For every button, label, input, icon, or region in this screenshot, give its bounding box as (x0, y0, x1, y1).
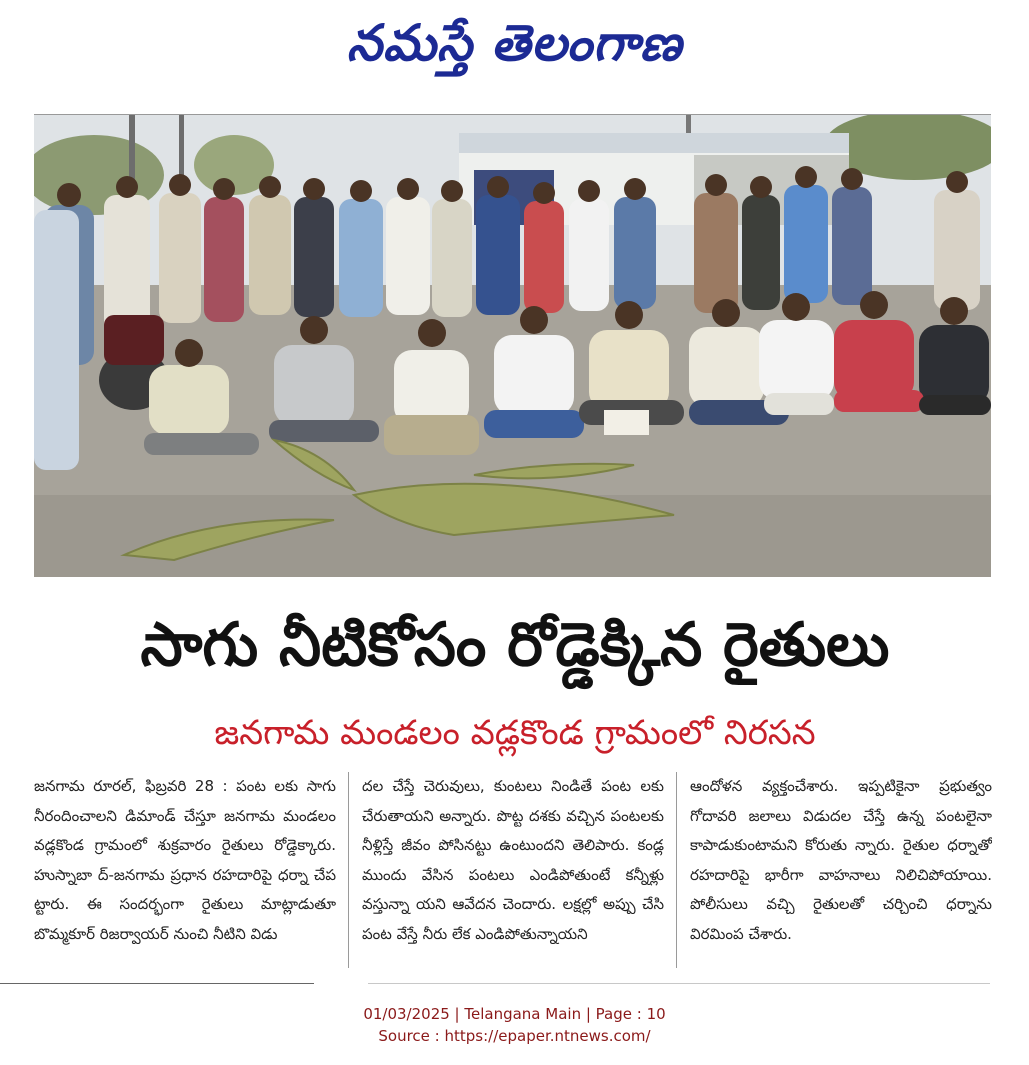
article-column-3: ఆందోళన వ్యక్తంచేశారు. ఇప్పటికైనా ప్రభుత్వం గోదావరి జలాలు విడుదల చేస్తే ఉన్న పంటలైనా కాపాడుకుంటామని కోరుతు న్నారు. రైతుల ధర్నాతో రహదారిపై భారీగా వాహనాలు నిలిచిపోయాయి. పోలీసులు వచ్చి రైతులతో చర్చించి ధర్నాను విరమింప చేశారు. (690, 777, 992, 943)
news-photo-farmers-protest (34, 114, 991, 577)
column-divider (676, 772, 677, 968)
article-subheadline: జనగామ మండలం వడ్లకొండ గ్రామంలో నిరసన (214, 713, 816, 753)
article-column-2: దల చేస్తే చెరువులు, కుంటలు నిండితే పంట లకు చేరుతాయని అన్నారు. పొట్ట దశకు వచ్చిన పంటలకు నీళ్లిస్తే జీవం పోసినట్టు ఉంటుందని తెలిపారు. కండ్ల ముందు వేసిన పంటలు ఎండిపోతుంటే కన్నీళ్లు వస్తున్నా యని ఆవేదన చెందారు. లక్షల్లో అప్పు చేసి పంట వేస్తే నీరు లేక ఎండిపోతున్నాయని (362, 777, 664, 943)
bottom-divider (368, 983, 990, 984)
column-divider (348, 772, 349, 968)
edition-info: 01/03/2025 | Telangana Main | Page : 10 (363, 1005, 666, 1023)
article-column-1: జనగామ రూరల్, ఫిబ్రవరి 28 : పంట లకు సాగు నీరందించాలని డిమాండ్ చేస్తూ జనగామ మండలం వడ్లకొండ గ్రామంలో శుక్రవారం రైతులు రోడ్డెక్కారు. హుస్నాబా ద్-జనగామ ప్రధాన రహదారిపై ధర్నా చేప ట్టారు. ఈ సందర్భంగా రైతులు మాట్లాడుతూ బొమ్మకూర్ రిజర్వాయర్ నుంచి నీటిని విడు (34, 777, 336, 943)
bottom-divider (0, 983, 314, 984)
source-link[interactable]: Source : https://epaper.ntnews.com/ (378, 1027, 651, 1045)
newspaper-masthead: నమస్తే తెలంగాణ (346, 14, 683, 72)
page-footer (0, 1003, 1029, 1047)
article-headline: సాగు నీటికోసం రోడ్డెక్కిన రైతులు (140, 610, 890, 680)
